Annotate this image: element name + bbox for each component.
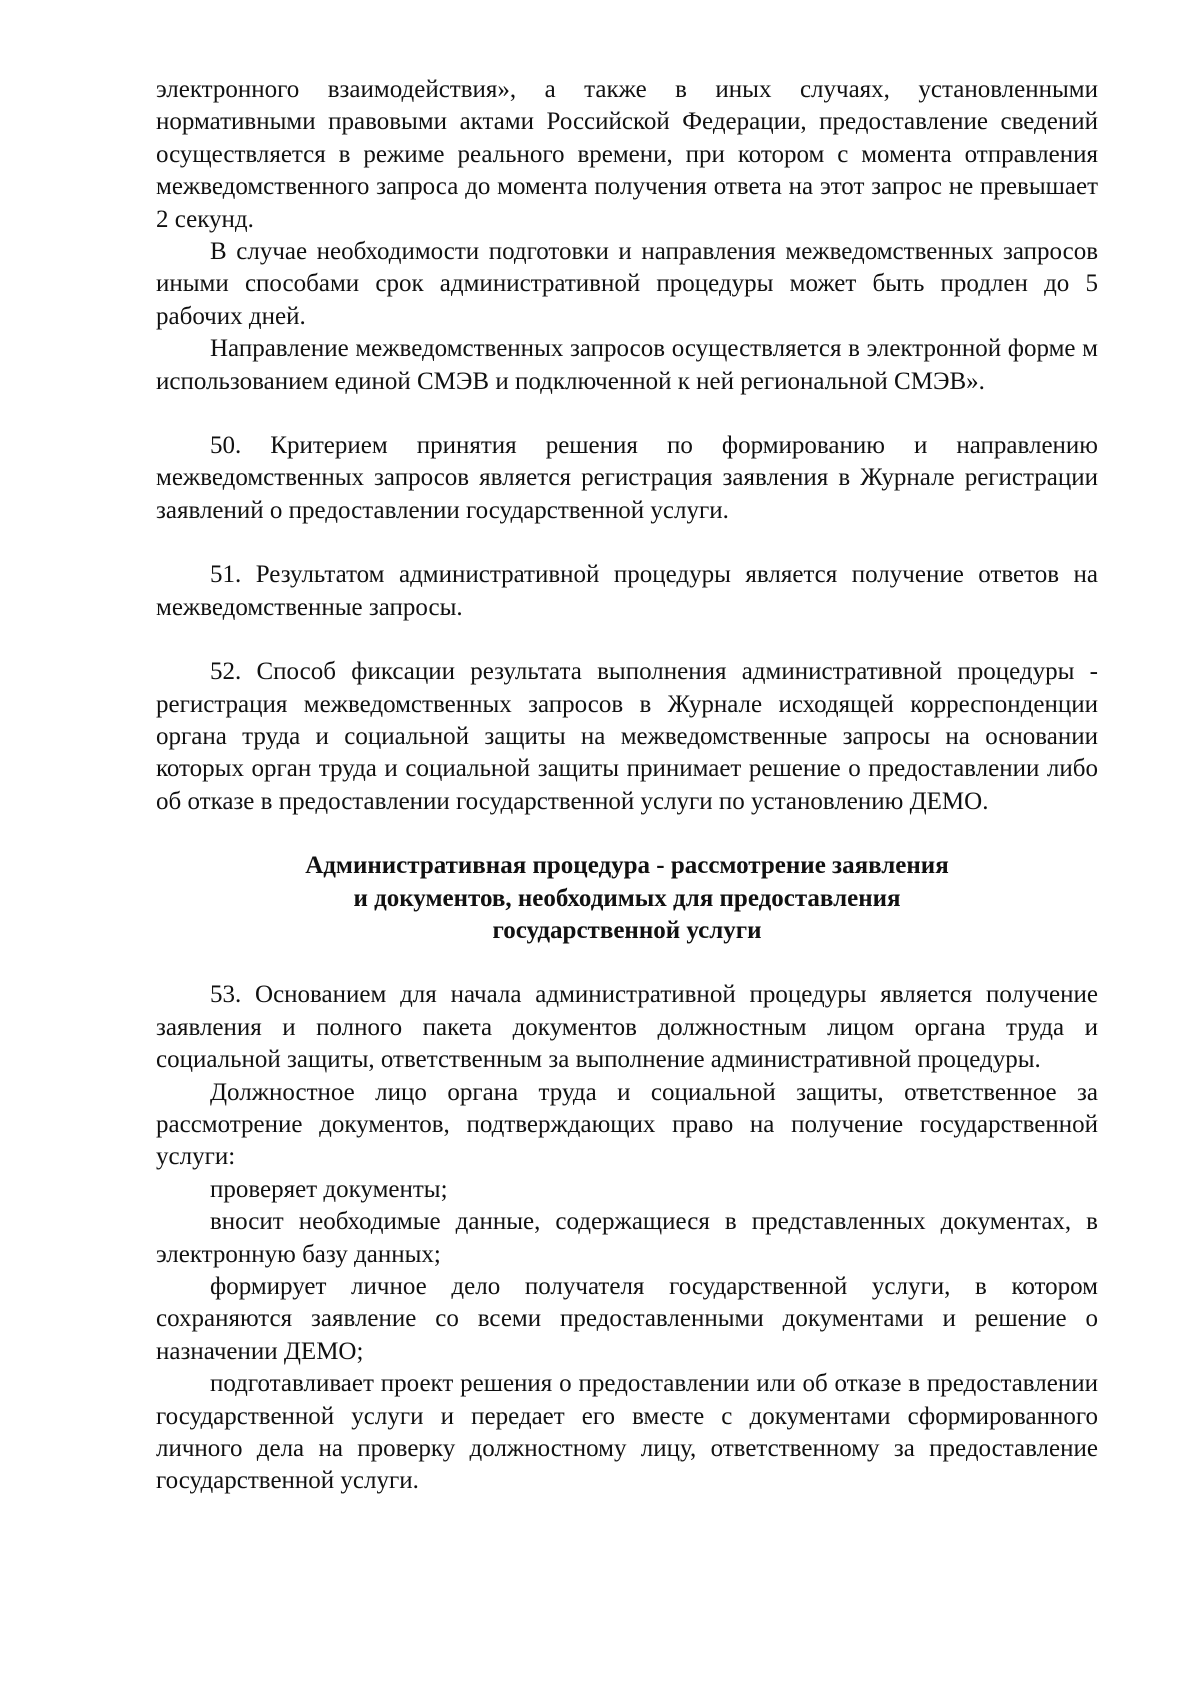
paragraph-53: 53. Основанием для начала административной процедуры является получение заявления и полного пакета документов должностным лицом органа труда и социальной защиты, ответственным за выполнение административной процедуры. (156, 981, 1098, 1074)
list-item-checks-documents: проверяет документы; (210, 1175, 448, 1203)
list-item-forms-file: формирует личное дело получателя государственной услуги, в котором сохраняются заявление со всеми предоставленными документами и решение о назначении ДЕМО; (156, 1273, 1098, 1365)
paragraph-electronic-form: Направление межведомственных запросов осуществляется в электронной форме м использованием единой СМЭВ и подключенной к ней региональной СМЭВ». (156, 335, 1098, 395)
section-heading (156, 850, 1098, 947)
paragraph-52: 52. Способ фиксации результата выполнения административной процедуры - регистрация межведомственных запросов в Журнале исходящей корреспонденции органа труда и социальной защиты на межведомственные запросы на основании которых орган труда и социальной защиты принимает решение о предоставлении либо об отказе в предоставлении государственной услуги по установлению ДЕМО. (156, 658, 1098, 815)
list-item-prepares-decision: подготавливает проект решения о предоставлении или об отказе в предоставлении государственной услуги и передает его вместе с документами сформированного личного дела на проверку должностному лицу, ответственному за предоставление государственной услуги. (156, 1370, 1098, 1495)
document-page (156, 74, 1098, 1498)
list-item-enters-data: вносит необходимые данные, содержащиеся в представленных документах, в электронную базу данных; (156, 1208, 1098, 1268)
paragraph-50: 50. Критерием принятия решения по формированию и направлению межведомственных запросов является регистрация заявления в Журнале регистрации заявлений о предоставлении государственной услуги. (156, 432, 1098, 524)
section-heading-line: и документов, необходимых для предоставления (353, 884, 901, 912)
section-heading-line: государственной услуги (492, 916, 762, 944)
paragraph-extension: В случае необходимости подготовки и направления межведомственных запросов иными способами срок административной процедуры может быть продлен до 5 рабочих дней. (156, 238, 1098, 330)
paragraph-53-official: Должностное лицо органа труда и социальной защиты, ответственное за рассмотрение документов, подтверждающих право на получение государственной услуги: (156, 1078, 1098, 1171)
paragraph-51: 51. Результатом административной процедуры является получение ответов на межведомственные запросы. (156, 561, 1098, 621)
section-heading-line: Административная процедура - рассмотрение заявления (305, 852, 949, 880)
paragraph-continuation: электронного взаимодействия», а также в иных случаях, установленными нормативными правовыми актами Российской Федерации, предоставление сведений осуществляется в режиме реального времени, при котором с момента отправления межведомственного запроса до момента получения ответа на этот запрос не превышает 2 секунд. (156, 76, 1098, 233)
